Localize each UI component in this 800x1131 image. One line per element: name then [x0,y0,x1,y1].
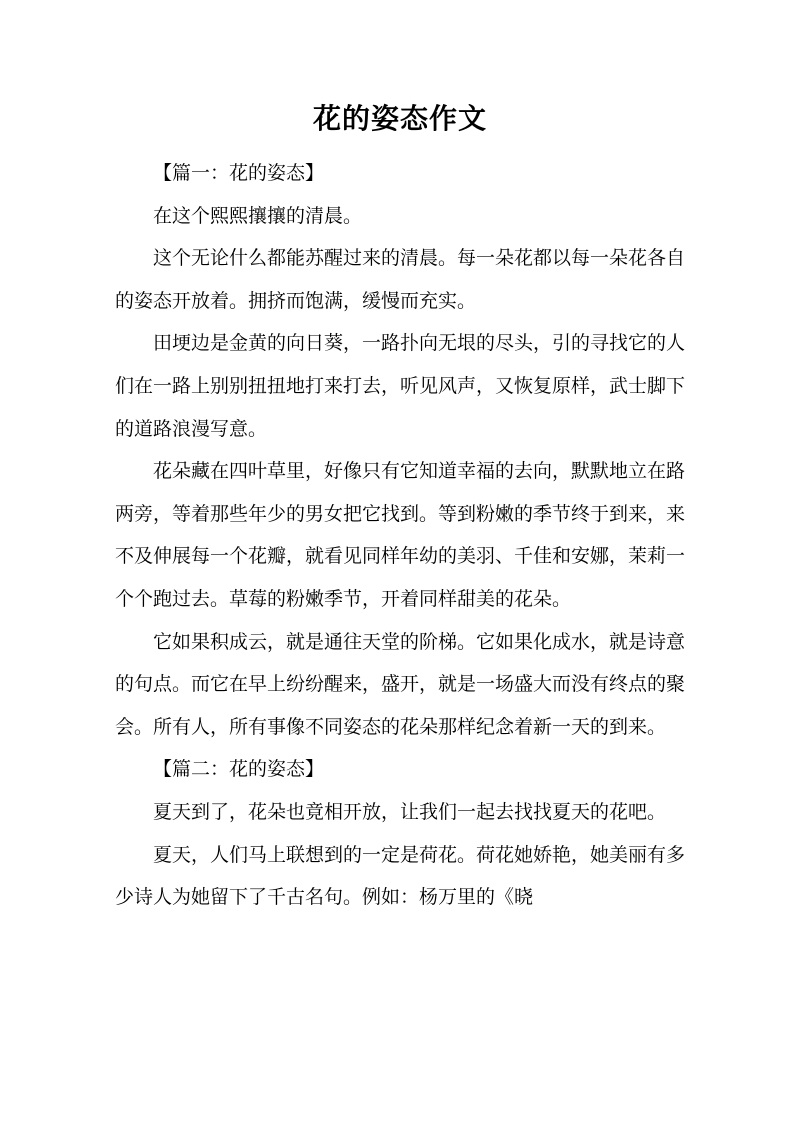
document-body [115,152,685,919]
section-heading: 【篇一：花的姿态】 [153,162,325,184]
section-heading: 【篇二：花的姿态】 [153,758,325,781]
paragraph: 田埂边是金黄的向日葵，一路扑向无垠的尽头，引的寻找它的人们在一路上别别扭扭地打来打去，听见风声，又恢复原样，武士脚下的道路浪漫写意。 [115,332,686,440]
paragraph: 花朵藏在四叶草里，好像只有它知道幸福的去向，默默地立在路两旁，等着那些年少的男女把它找到。等到粉嫩的季节终于到来，来不及伸展每一个花瓣，就看见同样年幼的美羽、千佳和安娜，茉莉一个个跑过去。草莓的粉嫩季节，开着同样甜美的花朵。 [115,460,686,610]
document-title: 花的姿态作文 [312,102,487,135]
paragraph: 在这个熙熙攘攘的清晨。 [153,204,363,227]
paragraph: 夏天，人们马上联想到的一定是荷花。荷花她娇艳，她美丽有多少诗人为她留下了千古名句。例如：杨万里的《晓 [115,843,686,909]
paragraph: 夏天到了，花朵也竟相开放，让我们一起去找找夏天的花吧。 [153,800,667,823]
paragraph: 它如果积成云，就是通往天堂的阶梯。它如果化成水，就是诗意的句点。而它在早上纷纷醒来，盛开，就是一场盛大而没有终点的聚会。所有人，所有事像不同姿态的花朵那样纪念着新一天的到来。 [115,630,686,738]
paragraph: 这个无论什么都能苏醒过来的清晨。每一朵花都以每一朵花各自的姿态开放着。拥挤而饱满，缓慢而充实。 [115,247,686,312]
